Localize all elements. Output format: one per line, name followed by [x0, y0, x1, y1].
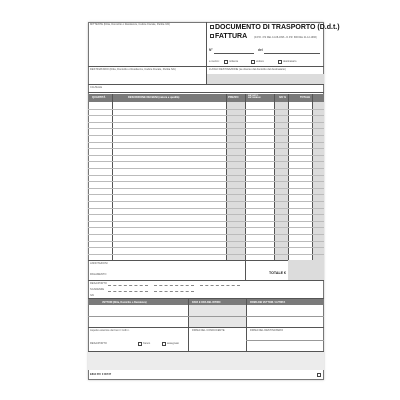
transport-document-form — [88, 22, 340, 380]
carrier-sep-2 — [246, 299, 247, 351]
model-code: E834 P/C 0 00737 — [90, 373, 112, 376]
agreed-label: RESA/PORTO — [90, 282, 107, 285]
table-top-rule — [88, 92, 324, 93]
table-row[interactable] — [88, 247, 324, 248]
checkbox-invoice[interactable] — [210, 34, 214, 38]
table-row[interactable] — [88, 161, 324, 162]
agreed-line-1[interactable] — [108, 285, 148, 286]
col-description-header: DESCRIZIONE DEI BENI (natura e qualità) — [128, 96, 180, 99]
table-row[interactable] — [88, 122, 324, 123]
iva-label: IVA — [90, 294, 94, 297]
col-amount-header: IMPORTO IMPONIBILE — [248, 94, 261, 99]
table-row[interactable] — [88, 115, 324, 116]
checkbox-ddt[interactable] — [210, 25, 214, 29]
agreed-line-3[interactable] — [200, 285, 240, 286]
col-sep-3 — [245, 94, 246, 260]
checkbox-porto-assegnato[interactable] — [162, 342, 166, 346]
col-sep-6 — [312, 94, 313, 260]
col-sep-2 — [226, 94, 227, 260]
header-rule — [88, 66, 324, 67]
carrier-row-rule — [88, 316, 324, 317]
goods-aspect-label: Aspetto esteriore dei beni / Colli n. — [90, 329, 130, 332]
sign-row-rule — [246, 340, 324, 341]
table-row[interactable] — [88, 181, 324, 182]
due-line-2[interactable] — [154, 291, 194, 292]
page-box — [317, 373, 321, 377]
porto-franco-label: franco — [143, 342, 151, 345]
table-row[interactable] — [88, 155, 324, 156]
table-row[interactable] — [88, 201, 324, 202]
col-sep-5 — [288, 94, 289, 260]
table-row[interactable] — [88, 208, 324, 209]
table-row[interactable] — [88, 221, 324, 222]
date-label: del — [258, 48, 263, 52]
col-quantity-header: QUANTITÀ — [92, 96, 106, 99]
number-label: N° — [209, 48, 213, 52]
table-row[interactable] — [88, 188, 324, 189]
col-total-header: TOTALE — [300, 96, 311, 99]
pickup-header: DATA E ORA DEL RITIRO — [192, 300, 221, 304]
carrier-signature-header: FIRMA DEI VETTORI / AUTISTA — [250, 300, 286, 304]
destination-field[interactable] — [207, 74, 324, 84]
total-field[interactable] — [288, 260, 324, 280]
table-row[interactable] — [88, 109, 324, 110]
checkbox-porto-franco[interactable] — [138, 342, 142, 346]
causale-rule — [88, 84, 324, 85]
table-row[interactable] — [88, 234, 324, 235]
carrier-header: VETTORI (Ditta, Domicilio o Residenza) — [102, 300, 147, 304]
totals-sep — [245, 260, 246, 280]
col-price-header: PREZZO — [228, 96, 239, 99]
driver-sign-label: FIRMA DEL CONDUCENTE — [192, 329, 225, 332]
agreed-rule — [88, 280, 324, 281]
transport-label: a mezzo: — [209, 60, 220, 63]
table-row[interactable] — [88, 194, 324, 195]
col-sep-4 — [274, 94, 275, 260]
table-row[interactable] — [88, 254, 324, 255]
due-line-1[interactable] — [108, 291, 148, 292]
table-row[interactable] — [88, 241, 324, 242]
table-row[interactable] — [88, 214, 324, 215]
table-row[interactable] — [88, 135, 324, 136]
destination-label: LUOGO DESTINAZIONE (se diverso dal domicilio del destinatario) — [209, 68, 286, 71]
recipient-sign-label: FIRMA DEL DESTINATARIO — [250, 329, 284, 332]
sender-label: MITTENTE (Ditta, Domicilio o Residenza, Codice Fiscale, Partita IVA) — [90, 23, 170, 26]
checkbox-transport-mittente[interactable] — [224, 60, 228, 64]
porto-assegnato-label: assegnato — [167, 342, 179, 345]
col-iva-header: IVA % — [279, 96, 287, 99]
total-label: TOTALE € — [269, 271, 287, 275]
table-row[interactable] — [88, 175, 324, 176]
notes-label: ANNOTAZIONI — [90, 262, 108, 265]
table-row[interactable] — [88, 148, 324, 149]
goods-rule — [88, 327, 324, 328]
porto-label: RESA/PORTO — [90, 342, 107, 345]
table-row[interactable] — [88, 128, 324, 129]
transport-option-vettore: vettore — [256, 60, 264, 63]
checkbox-transport-destinatario[interactable] — [278, 60, 282, 64]
table-row[interactable] — [88, 142, 324, 143]
date-line[interactable] — [264, 53, 320, 54]
payment-label: PAGAMENTO — [90, 273, 107, 276]
legal-reference: (D.P.R. 472 DEL 14-08-1996 - D.P.R. 696 DEL 21-12-1996) — [254, 36, 317, 39]
recipient-label: DESTINATARIO (Ditta, Domicilio o Residenza, Codice Fiscale, Partita IVA) — [90, 68, 176, 71]
due-label: SCADENZE — [90, 288, 105, 291]
transport-option-destinatario: destinatario — [283, 60, 297, 63]
agreed-line-2[interactable] — [154, 285, 194, 286]
invoice-title: FATTURA — [210, 33, 247, 41]
col-sep-1 — [112, 94, 113, 260]
number-line[interactable] — [214, 53, 254, 54]
causale-label: CAUSALE — [90, 86, 103, 89]
notes-area[interactable] — [88, 352, 324, 370]
transport-option-mittente: mittente — [229, 60, 239, 63]
table-row[interactable] — [88, 227, 324, 228]
table-row[interactable] — [88, 168, 324, 169]
document-title: DOCUMENTO DI TRASPORTO (D.d.t.) — [210, 24, 340, 32]
checkbox-transport-vettore[interactable] — [251, 60, 255, 64]
